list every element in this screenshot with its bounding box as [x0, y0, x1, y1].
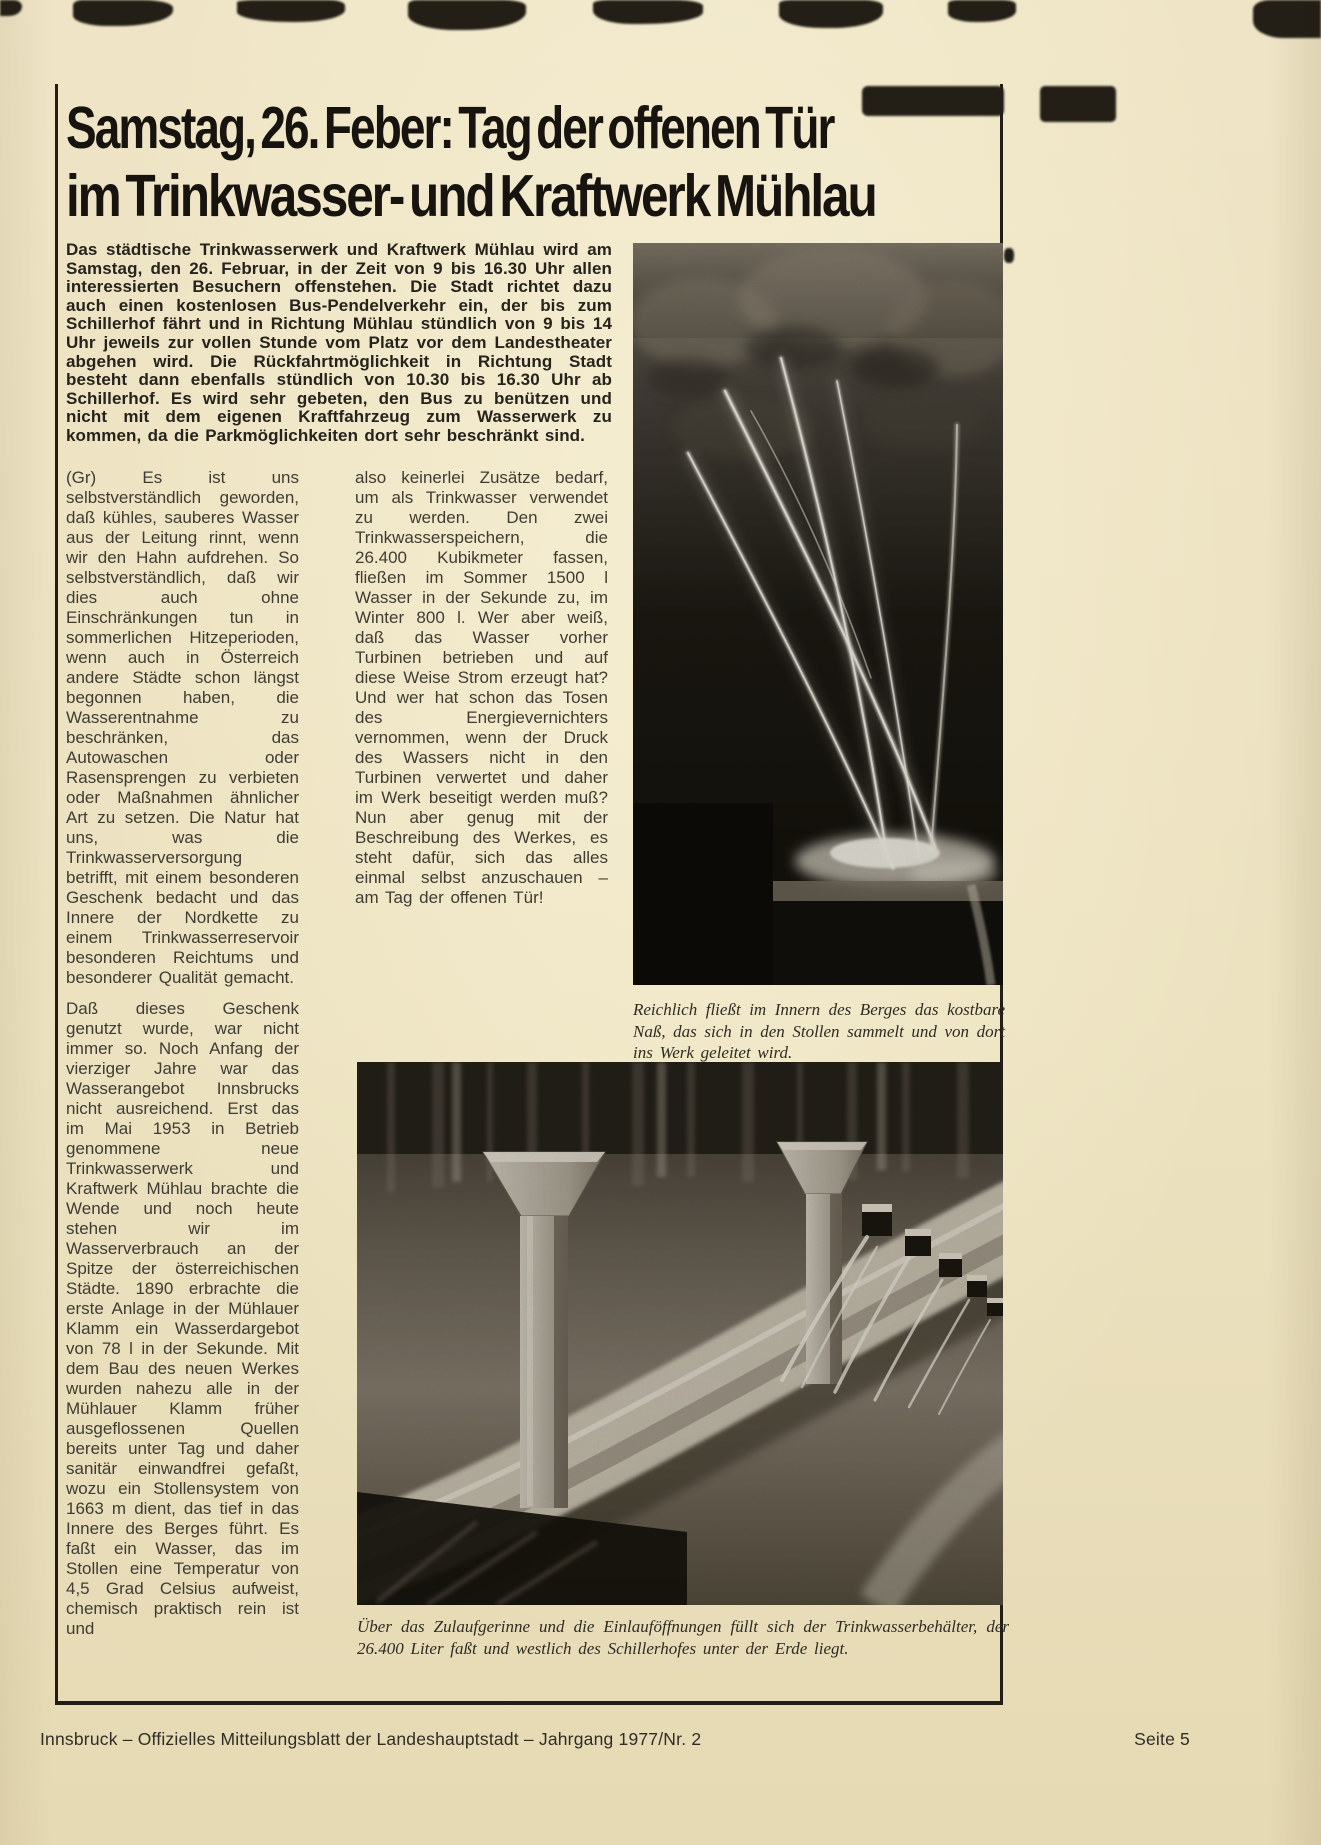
footer-page-number: Seite 5	[1134, 1729, 1190, 1749]
cave-waterjets-photo	[633, 243, 1003, 985]
scan-artifact	[1004, 248, 1014, 263]
paragraph: also keinerlei Zusätze bedarf, um als Trinkwasser verwendet zu werden. Den zwei Trinkwasserspeichern, die 26.400 Kubikmeter fassen, fließen im Sommer 1500 l Wasser in der Sekunde zu, im Winter 800 l. Wer aber weiß, daß das Wasser vorher Turbinen betrieben und auf diese Weise Strom erzeugt hat? Und wer hat schon das Tosen des Energievernichters vernommen, wenn der Druck des Wassers nicht in den Turbinen verwertet und daher im Werk beseitigt werden muß? Nun aber genug mit der Beschreibung des Werkes, es steht dafür, sich das alles einmal selbst anzuschauen – am Tag der offenen Tür!	[355, 468, 608, 907]
body-column-1	[66, 468, 299, 1650]
scan-artifact	[0, 0, 22, 16]
paragraph: Daß dieses Geschenk genutzt wurde, war nicht immer so. Noch Anfang der vierziger Jahre war das Wasserangebot Innsbrucks nicht ausreichend. Erst das im Mai 1953 in Betrieb genommene neue Trinkwasserwerk und Kraftwerk Mühlau brachte die Wende und noch heute stehen wir im Wasserverbrauch an der Spitze der österreichischen Städte. 1890 erbrachte die erste Anlage in der Mühlauer Klamm ein Wasserdargebot von 78 l in der Sekunde. Mit dem Bau des neuen Werkes wurden nahezu alle in der Mühlauer Klamm früher ausgeflossenen Quellen bereits unter Tag und daher sanitär einwandfrei gefaßt, wozu ein Stollensystem von 1663 m dient, das tief in das Innere des Berges führt. Es faßt ein Wasser, das im Stollen eine Temperatur von 4,5 Grad Celsius aufweist, chemisch praktisch rein ist und	[66, 999, 299, 1638]
photo2-caption: Über das Zulaufgerinne und die Einlauföffnungen füllt sich der Trinkwasserbehälter, der 26.400 Liter faßt und westlich des Schillerhofes unter der Erde liegt.	[357, 1617, 1009, 1658]
scan-artifact	[593, 0, 703, 24]
headline-line-1: Samstag, 26. Feber: Tag der offenen Tür	[66, 95, 834, 161]
scan-artifact	[1040, 86, 1116, 122]
scan-artifact	[948, 0, 1016, 22]
scan-artifact	[237, 0, 345, 22]
headline-line-2: im Trinkwasser- und Kraftwerk Mühlau	[66, 163, 876, 229]
article-headline	[66, 94, 1050, 230]
scan-artifact	[1253, 0, 1321, 38]
footer-publication-line: Innsbruck – Offizielles Mitteilungsblatt der Landeshauptstadt – Jahrgang 1977/Nr. 2	[40, 1729, 702, 1749]
scan-artifact	[73, 0, 173, 26]
scan-artifact	[779, 0, 883, 28]
inlet-channel-photo	[357, 1062, 1003, 1605]
paragraph: (Gr) Es ist uns selbstverständlich geworden, daß kühles, sauberes Wasser aus der Leitung rinnt, wenn wir den Hahn aufdrehen. So selbstverständlich, daß wir dies auch ohne Einschränkungen tun in sommerlichen Hitzeperioden, wenn auch in Österreich andere Städte schon längst begonnen haben, die Wasserentnahme zu beschränken, das Autowaschen oder Rasensprengen zu verbieten oder Maßnahmen ähnlicher Art zu setzen. Die Natur hat uns, was die Trinkwasserversorgung betrifft, mit einem besonderen Geschenk bedacht und das Innere der Nordkette zu einem Trinkwasserreservoir besonderen Reichtums und besonderer Qualität gemacht.	[66, 468, 299, 987]
body-column-2	[355, 468, 608, 919]
inlet-channel-photo-graphic	[357, 1062, 1003, 1605]
lead-paragraph: Das städtische Trinkwasserwerk und Kraftwerk Mühlau wird am Samstag, den 26. Februar, in der Zeit von 9 bis 16.30 Uhr allen interessierten Besuchern offenstehen. Die Stadt richtet dazu auch einen kostenlosen Bus-Pendelverkehr ein, der bis zum Schillerhof fährt und in Richtung Mühlau stündlich von 9 bis 14 Uhr jeweils zur vollen Stunde vom Platz vor dem Landestheater abgehen wird. Die Rückfahrtmöglichkeit in Richtung Stadt besteht dann ebenfalls stündlich von 10.30 bis 16.30 Uhr ab Schillerhof. Es wird sehr gebeten, den Bus zu benützen und nicht mit dem eigenen Kraftfahrzeug zum Wasserwerk zu kommen, da die Parkmöglichkeiten dort sehr beschränkt sind.	[66, 240, 612, 445]
cave-waterjets-photo-graphic	[633, 243, 1003, 985]
scan-artifact	[408, 0, 526, 30]
photo1-caption: Reichlich fließt im Innern des Berges das kostbare Naß, das sich in den Stollen sammelt und von dort ins Werk geleitet wird.	[633, 1000, 1005, 1062]
page-footer	[40, 1729, 1190, 1750]
